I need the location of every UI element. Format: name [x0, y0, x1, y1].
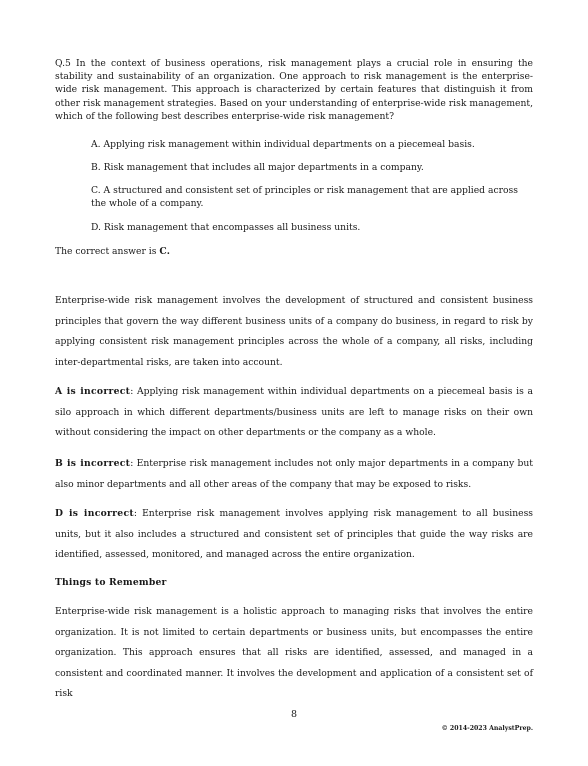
d-incorrect-text: : Enterprise risk management involves applying risk management to all business units, but it also includes a structured and consistent set of principles that guide the way risks are identified, assessed, monitored, and managed across the entire organization. — [55, 508, 534, 561]
d-incorrect-label: D is incorrect — [55, 508, 134, 519]
correct-answer — [55, 245, 533, 258]
page-number: 8 — [290, 709, 298, 720]
things-to-remember-text: Enterprise-wide risk management is a holistic approach to managing risks that involves the entire organization. It is not limited to certain departments or business units, but encompasses the entire organization. This approach ensures that all risks are identified, assessed, and managed in a consistent and coordinated manner. It involves the development and application of a consistent set of risk — [55, 606, 533, 700]
question-text: Q.5 In the context of business operations, risk management plays a crucial role in ensuring the stability and sustainability of an organization. One approach to risk management is the enterprise-wide risk management. This approach is characterized by certain features that distinguish it from other risk management strategies. Based on your understanding of enterprise-wide risk management, which of the following best describes enterprise-wide risk management? — [55, 58, 533, 122]
explanation-b — [55, 454, 533, 495]
answer-letter: C. — [159, 246, 171, 257]
things-to-remember-heading: Things to Remember — [55, 577, 167, 588]
option-c: C. A structured and consistent set of principles or risk management that are applied across the whole of a company. — [91, 185, 518, 210]
a-incorrect-label: A is incorrect — [55, 386, 131, 397]
option-b: B. Risk management that includes all major departments in a company. — [91, 162, 424, 173]
explanation-intro: Enterprise-wide risk management involves the development of structured and consistent business principles that govern the way different business units of a company do business, in regard to risk by applying consistent risk management principles across the whole of a company, all risks, including inter-departmental risks, are taken into account. — [55, 295, 533, 368]
b-incorrect-text: : Enterprise risk management includes not only major departments in a company but also minor departments and all other areas of the company that may be exposed to risks. — [55, 458, 533, 490]
explanation-a — [55, 382, 533, 444]
explanation-d — [55, 504, 533, 566]
option-d: D. Risk management that encompasses all business units. — [91, 222, 361, 233]
a-incorrect-text: : Applying risk management within individual departments on a piecemeal basis is a silo approach in which different departments/business units are left to manage risks on their own without considering the impact on other departments or the company as a whole. — [55, 386, 533, 439]
answer-prefix: The correct answer is — [55, 246, 160, 257]
option-a: A. Applying risk management within individual departments on a piecemeal basis. — [91, 139, 475, 150]
copyright-notice: © 2014-2023 AnalystPrep. — [441, 725, 533, 732]
b-incorrect-label: B is incorrect — [55, 458, 131, 469]
